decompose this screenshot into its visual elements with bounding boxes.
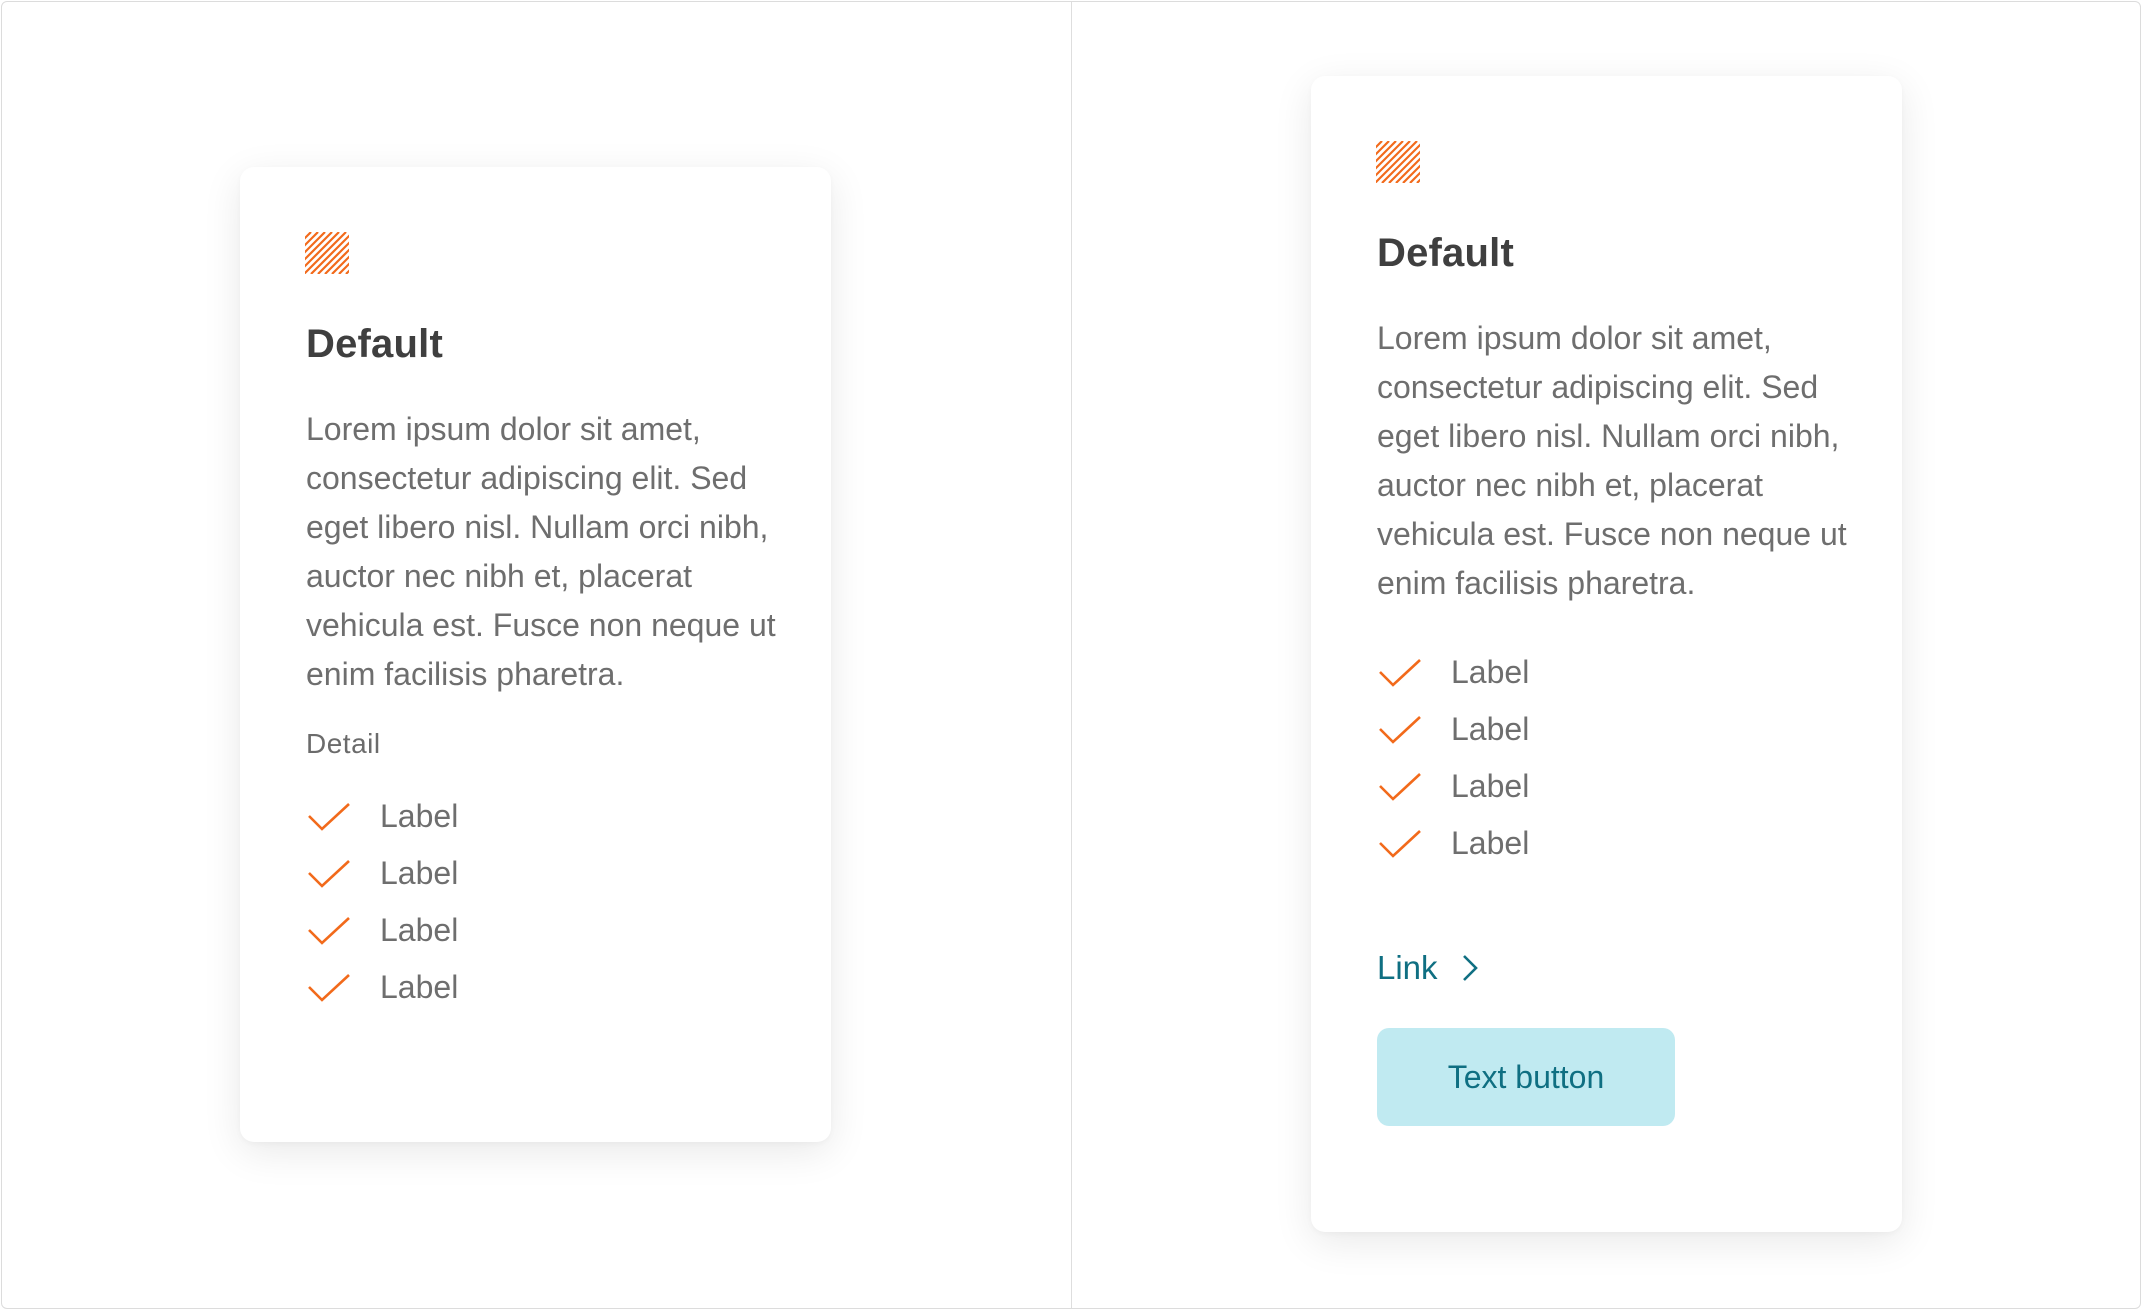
feature-list	[306, 788, 765, 1016]
list-item-label: Label	[1451, 711, 1530, 747]
list-item	[1377, 701, 1836, 758]
text-button[interactable]: Text button	[1377, 1028, 1675, 1126]
card-default-actions	[1311, 76, 1902, 1232]
feature-list	[1377, 644, 1836, 872]
striped-pattern-icon	[305, 232, 349, 274]
list-item-label: Label	[1451, 654, 1530, 690]
list-item-label: Label	[380, 798, 459, 834]
list-item-label: Label	[380, 912, 459, 948]
card-body-text: Lorem ipsum dolor sit amet, consectetur adipiscing elit. Sed eget libero nisl. Nullam orci nibh, auctor nec nibh et, placerat vehicula est. Fusce non neque ut enim facilisis pharetra.	[306, 411, 776, 692]
list-item	[306, 959, 765, 1016]
list-item	[1377, 644, 1836, 701]
list-item-label: Label	[1451, 768, 1530, 804]
chevron-right-icon	[1458, 952, 1482, 984]
list-item-label: Label	[380, 855, 459, 891]
checkmark-icon	[305, 914, 353, 948]
list-item-label: Label	[380, 969, 459, 1005]
list-item-label: Label	[1451, 825, 1530, 861]
card-detail-label: Detail	[306, 728, 381, 759]
checkmark-icon	[1376, 656, 1424, 690]
card-title: Default	[1377, 231, 1514, 275]
checkmark-icon	[1376, 713, 1424, 747]
card-link[interactable]	[1377, 943, 1836, 993]
checkmark-icon	[1376, 827, 1424, 861]
list-item	[1377, 815, 1836, 872]
card-title: Default	[306, 322, 443, 366]
card-body-text: Lorem ipsum dolor sit amet, consectetur adipiscing elit. Sed eget libero nisl. Nullam orci nibh, auctor nec nibh et, placerat vehicula est. Fusce non neque ut enim facilisis pharetra.	[1377, 320, 1847, 601]
list-item	[306, 845, 765, 902]
checkmark-icon	[1376, 770, 1424, 804]
list-item	[306, 788, 765, 845]
checkmark-icon	[305, 971, 353, 1005]
list-item	[1377, 758, 1836, 815]
striped-pattern-icon	[1376, 141, 1420, 183]
column-divider	[1071, 2, 1072, 1308]
checkmark-icon	[305, 800, 353, 834]
card-default-detail	[240, 167, 831, 1142]
card-link-label: Link	[1377, 949, 1438, 986]
checkmark-icon	[305, 857, 353, 891]
list-item	[306, 902, 765, 959]
